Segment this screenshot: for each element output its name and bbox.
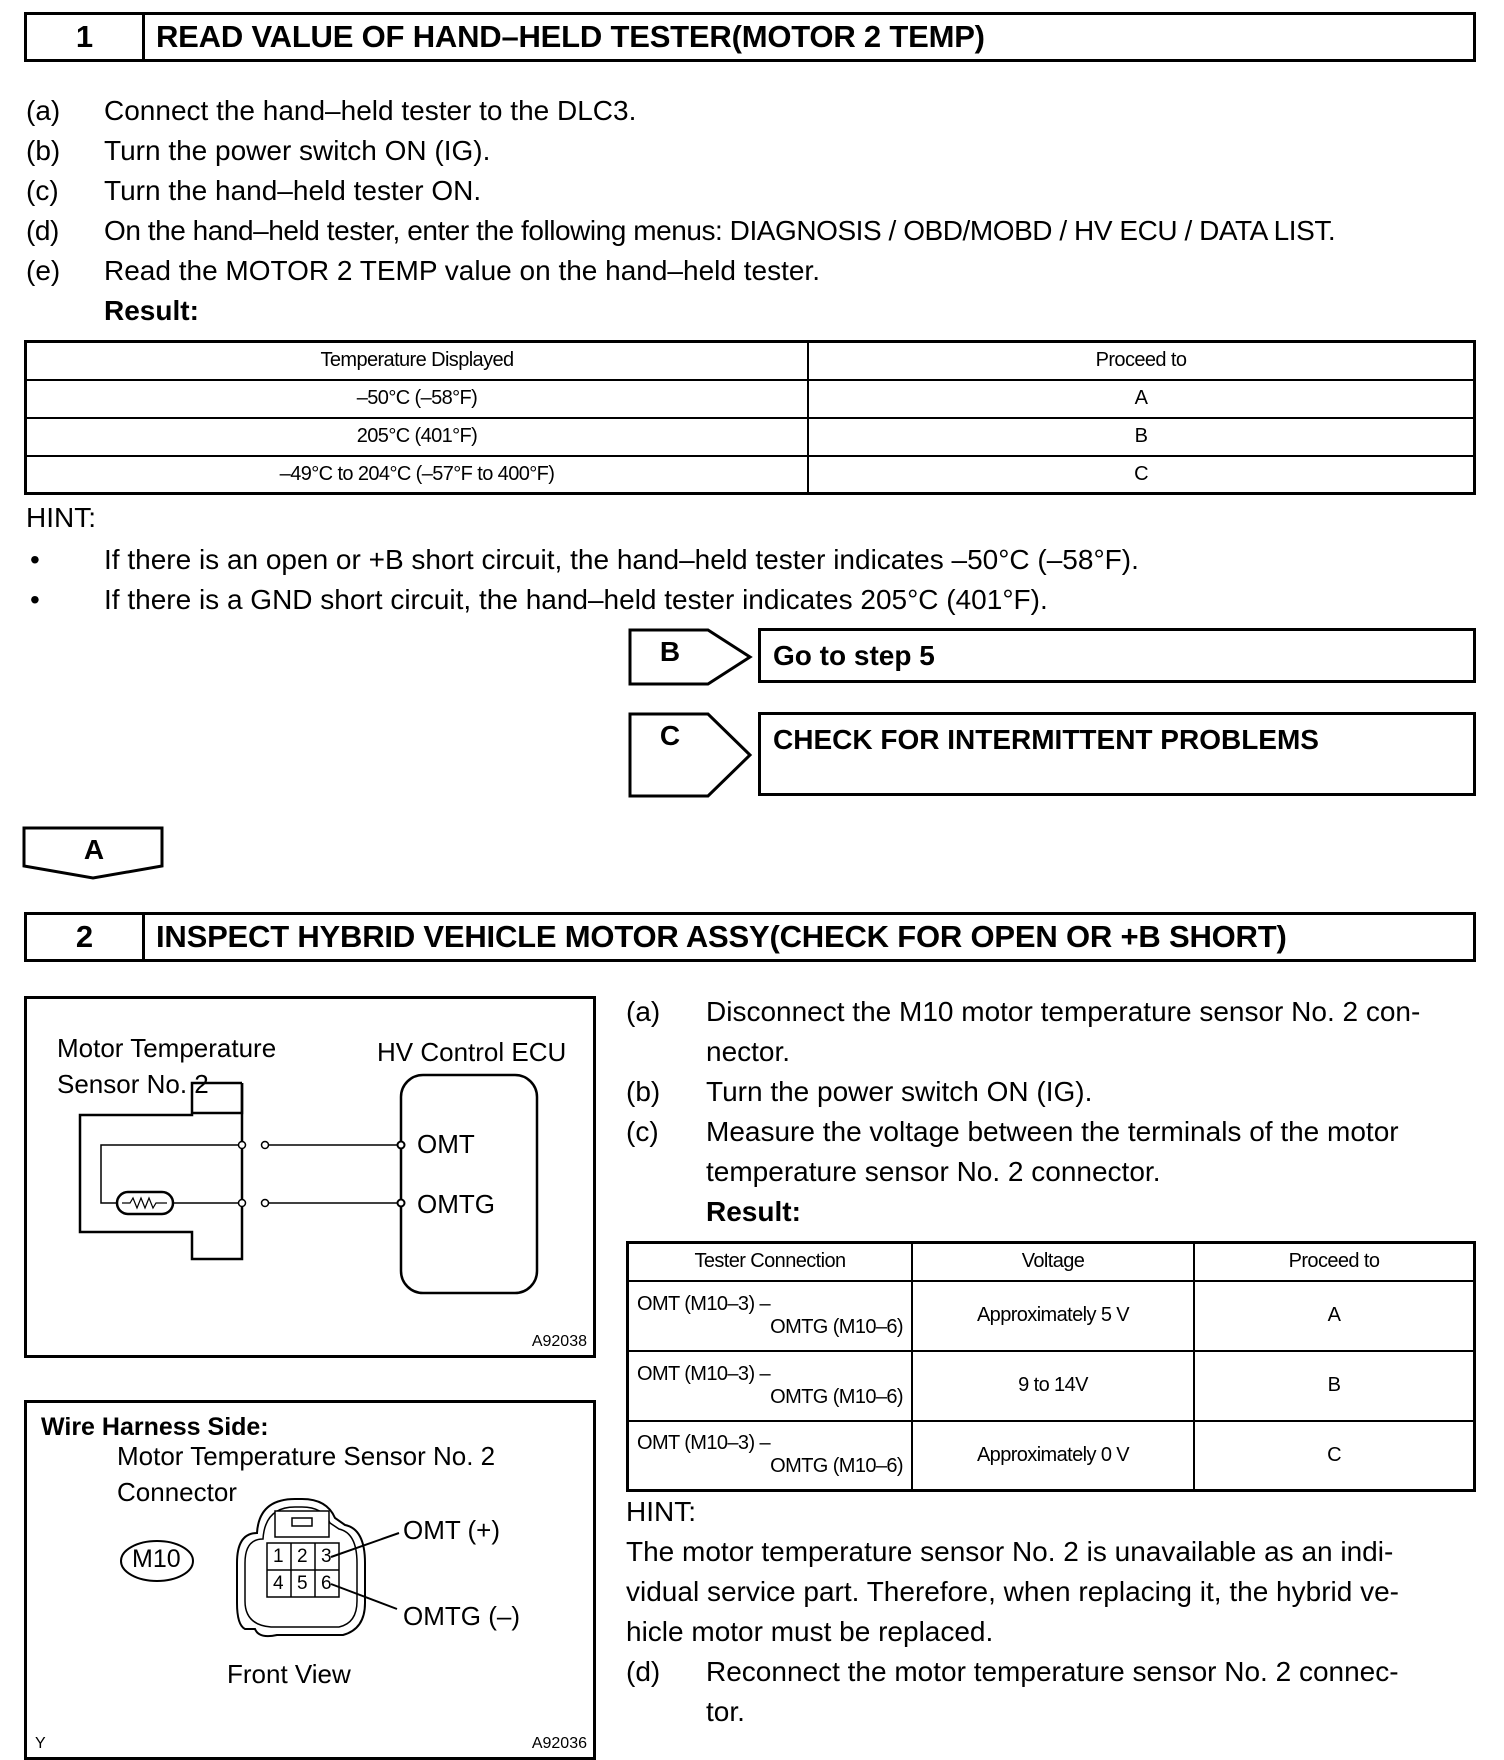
item-label: (b) [626, 1076, 661, 1107]
item-text: Turn the power switch ON (IG). [706, 1076, 1093, 1107]
item-text: Turn the power switch ON (IG). [104, 135, 491, 166]
hint-label: HINT: [626, 1496, 696, 1527]
branch-go-to-step-5[interactable]: Go to step 5 [758, 628, 1476, 683]
item-label: (b) [26, 135, 61, 166]
item-text-continuation: temperature sensor No. 2 connector. [706, 1156, 1161, 1187]
step-number: 1 [27, 15, 145, 59]
hint-text: If there is an open or +B short circuit, the hand–held tester indicates –50°C (–58°F). [104, 544, 1139, 575]
item-text: Turn the hand–held tester ON. [104, 175, 482, 206]
item-label: (a) [626, 996, 661, 1027]
pin-number: 2 [297, 1546, 308, 1567]
voltage-cell: 9 to 14V [912, 1351, 1194, 1421]
tester-connection-cell [628, 1421, 913, 1491]
table-cell: A [808, 380, 1475, 418]
connector-label: Connector [117, 1477, 237, 1507]
item-label: (c) [26, 175, 59, 206]
connection-from: OMT (M10–3) – [637, 1432, 770, 1455]
connection-to: OMTG (M10–6) [770, 1385, 903, 1408]
connection-from: OMT (M10–3) – [637, 1292, 770, 1315]
step-title: INSPECT HYBRID VEHICLE MOTOR ASSY(CHECK FOR OPEN OR +B SHORT) [156, 919, 1287, 954]
item-text-continuation: tor. [706, 1696, 745, 1727]
step-2-header [24, 912, 1476, 962]
tester-connection-cell [628, 1281, 913, 1351]
table-cell: 205°C (401°F) [26, 418, 809, 456]
connection-to: OMTG (M10–6) [770, 1315, 903, 1338]
table-header: Voltage [912, 1243, 1194, 1281]
table-row [628, 1421, 1475, 1491]
voltage-cell: Approximately 5 V [912, 1281, 1194, 1351]
callout-omt-plus: OMT (+) [403, 1515, 501, 1545]
item-label: (e) [26, 255, 61, 286]
table-row [26, 418, 1475, 456]
proceed-cell: A [1194, 1281, 1475, 1351]
temperature-result-table [24, 340, 1476, 495]
voltage-result-table [626, 1241, 1476, 1492]
circuit-diagram-figure [24, 996, 596, 1358]
item-text: Read the MOTOR 2 TEMP value on the hand–held tester. [104, 255, 820, 286]
branch-check-intermittent-problems[interactable]: CHECK FOR INTERMITTENT PROBLEMS [758, 712, 1476, 796]
bullet-icon: • [30, 544, 40, 575]
table-header-row [628, 1243, 1475, 1281]
pin-number: 1 [273, 1546, 284, 1567]
table-cell: –50°C (–58°F) [26, 380, 809, 418]
table-header: Proceed to [808, 342, 1475, 380]
table-header-row [26, 342, 1475, 380]
hint-label: HINT: [26, 502, 96, 533]
result-label: Result: [706, 1196, 801, 1227]
step-title: READ VALUE OF HAND–HELD TESTER(MOTOR 2 TEMP) [156, 19, 985, 54]
hint-text-line: hicle motor must be replaced. [626, 1616, 994, 1647]
callout-omtg-minus: OMTG (–) [403, 1601, 520, 1631]
table-cell: B [808, 418, 1475, 456]
voltage-cell: Approximately 0 V [912, 1421, 1194, 1491]
pin-number: 5 [297, 1573, 308, 1594]
item-text: Disconnect the M10 motor temperature sensor No. 2 con- [706, 996, 1421, 1027]
pin-number: 3 [321, 1546, 332, 1567]
table-header: Tester Connection [628, 1243, 913, 1281]
connector-id-m10: M10 [132, 1545, 181, 1573]
proceed-cell: B [1194, 1351, 1475, 1421]
hint-text-line: vidual service part. Therefore, when replacing it, the hybrid ve- [626, 1576, 1399, 1607]
table-header: Proceed to [1194, 1243, 1475, 1281]
corner-mark: Y [35, 1735, 46, 1752]
item-text: On the hand–held tester, enter the following menus: DIAGNOSIS / OBD/MOBD / HV ECU / DATA LIST. [104, 215, 1336, 246]
table-row [628, 1281, 1475, 1351]
proceed-cell: C [1194, 1421, 1475, 1491]
connection-to: OMTG (M10–6) [770, 1455, 903, 1478]
ecu-pin-omt-label: OMT [417, 1129, 475, 1159]
step-number: 2 [27, 915, 145, 959]
branch-tag-c: C [659, 720, 681, 751]
circuit-schematic-icon [27, 999, 593, 1355]
table-cell: –49°C to 204°C (–57°F to 400°F) [26, 456, 809, 494]
table-row [26, 380, 1475, 418]
table-row [628, 1351, 1475, 1421]
bullet-icon: • [30, 584, 40, 615]
pin-number: 4 [273, 1573, 284, 1594]
item-text: Measure the voltage between the terminals of the motor [706, 1116, 1399, 1147]
item-text: Connect the hand–held tester to the DLC3. [104, 95, 637, 126]
step-1-header [24, 12, 1476, 62]
item-label: (c) [626, 1116, 659, 1147]
result-label: Result: [104, 295, 199, 326]
sensor-label: Motor Temperature [57, 1033, 277, 1063]
item-text-continuation: nector. [706, 1036, 791, 1067]
tester-connection-cell [628, 1351, 913, 1421]
connector-diagram-figure [24, 1400, 596, 1760]
figure-code: A92038 [531, 1333, 587, 1350]
pin-number: 6 [321, 1573, 332, 1594]
wire-harness-side-heading: Wire Harness Side: [41, 1413, 269, 1441]
item-label: (d) [626, 1656, 661, 1687]
connector-label: Motor Temperature Sensor No. 2 [117, 1441, 496, 1471]
figure-code: A92036 [531, 1735, 587, 1752]
item-label: (a) [26, 95, 61, 126]
sensor-label: Sensor No. 2 [57, 1069, 209, 1099]
item-text: Reconnect the motor temperature sensor No. 2 connec- [706, 1656, 1399, 1687]
branch-tag-b: B [659, 636, 681, 667]
table-row [26, 456, 1475, 494]
front-view-label: Front View [227, 1659, 351, 1689]
table-header: Temperature Displayed [26, 342, 809, 380]
hint-text-line: The motor temperature sensor No. 2 is unavailable as an indi- [626, 1536, 1394, 1567]
ecu-label: HV Control ECU [377, 1037, 567, 1067]
table-cell: C [808, 456, 1475, 494]
continue-tag-a: A [83, 834, 105, 865]
ecu-pin-omtg-label: OMTG [417, 1189, 495, 1219]
hint-text: If there is a GND short circuit, the hand–held tester indicates 205°C (401°F). [104, 584, 1048, 615]
connector-front-view-icon [27, 1403, 593, 1757]
item-label: (d) [26, 215, 59, 246]
connection-from: OMT (M10–3) – [637, 1362, 770, 1385]
